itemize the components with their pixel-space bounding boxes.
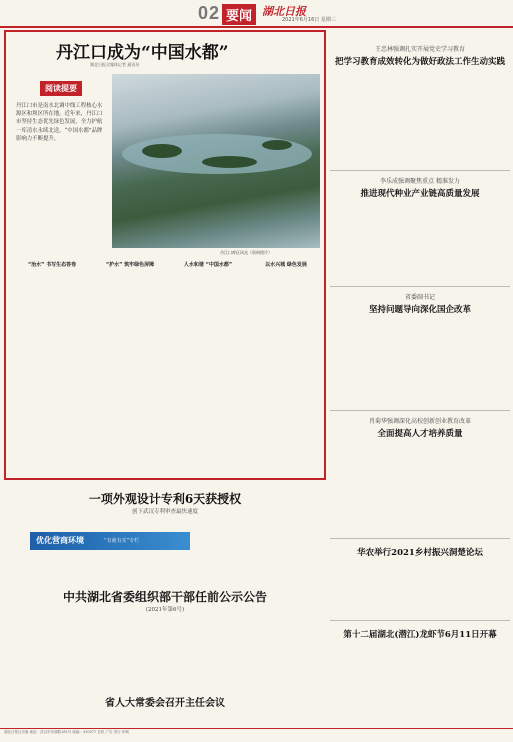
lead-story (4, 30, 326, 480)
banner-label: 优化营商环境 (36, 536, 84, 545)
lead-photo (112, 74, 320, 248)
story-headline: 一项外观设计专利6天获授权 (88, 492, 242, 506)
section-label: 要闻 (222, 4, 256, 25)
bottom-story (6, 694, 324, 709)
story-headline: 全面提高人才培养质量 (377, 429, 463, 439)
story-kicker: 肖菊华强调深化高校创新创业教育改革 (368, 418, 471, 425)
subhead: 人水和谐 “中国水都” (183, 262, 233, 268)
reading-tag: 阅读提要 (40, 81, 82, 96)
subhead: “治水” 书写生态答卷 (27, 262, 77, 268)
story-headline: 省人大常委会召开主任会议 (105, 698, 225, 709)
right-story (330, 416, 510, 442)
story-headline: 华农举行2021乡村振兴洞楚论坛 (357, 548, 483, 558)
reading-summary (16, 76, 106, 248)
story-kicker: 王忠林强调扎实开展党史学习教育 (374, 46, 465, 53)
story-kicker: 李乐成强调聚焦重点 精准发力 (380, 178, 460, 185)
right-story (330, 626, 510, 643)
masthead (0, 0, 513, 28)
story-headline: 第十二届湖北(潜江)龙虾节6月11日开幕 (343, 630, 497, 640)
column-banner (30, 532, 190, 550)
story-kicker: 省委副书记 (404, 294, 435, 301)
lead-body (16, 258, 322, 472)
right-story (330, 544, 510, 561)
reading-text: 丹江口市是南水北调中线工程核心水源区和坝区所在地。近年来，丹江口市坚持生态优先绿色发展，全力护航一库清水永续北送，“中国水都”品牌影响力不断提升。 (16, 103, 103, 142)
lead-byline: 湖北日报全媒体记者 通讯员 (90, 62, 140, 67)
story-headline: 坚持问题导向深化国企改革 (368, 305, 471, 315)
subhead: 以水兴城 绿色发展 (265, 262, 307, 268)
right-story (330, 176, 510, 202)
subhead: “护水” 筑牢绿色屏障 (105, 262, 155, 268)
story-subhead: 创下武汉专利审查最快速度 (131, 509, 198, 515)
story-subhead: (2021年第6号) (145, 607, 185, 613)
lead-headline: 丹江口成为“中国水都” (56, 43, 229, 63)
page-number: 02 (198, 3, 221, 23)
story-headline: 把学习教育成效转化为做好政法工作生动实践 (334, 57, 505, 67)
dateline: 2021年6月16日 星期三 (282, 17, 336, 23)
story-headline: 中共湖北省委组织部干部任前公示公告 (62, 590, 267, 604)
footer: 湖北日报社出版 地址：武汉市东湖路181号 邮编：430077 总机 广告 发行 印刷 (0, 728, 513, 742)
right-story (330, 44, 510, 70)
paper-name: 湖北日报 (262, 5, 306, 18)
right-story (330, 292, 510, 318)
photo-caption: 丹江口库区风光（资料图片） (220, 250, 272, 255)
bottom-story (6, 588, 324, 613)
banner-sub: “有就有实”专栏 (104, 538, 140, 544)
bottom-story (6, 490, 324, 515)
story-headline: 推进现代种业产业链高质量发展 (360, 189, 480, 199)
